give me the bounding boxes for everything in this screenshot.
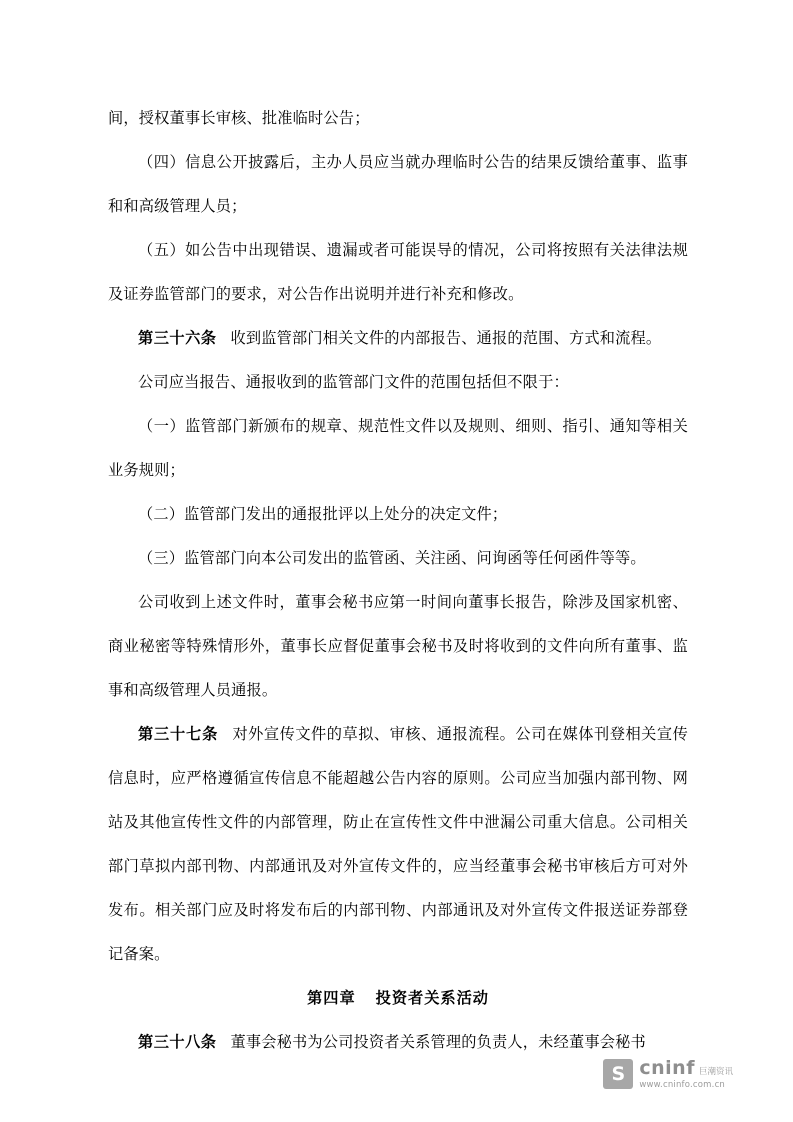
article-text: 对外宣传文件的草拟、审核、通报流程。公司在媒体刊登相关宣传信息时，应严格遵循宣传信息不能超越公告内容的原则。公司应当加强内部刊物、网站及其他宣传性文件的内部管理，防止在宣传性文件中泄漏公司重大信息。公司相关部门草拟内部刊物、内部通讯及对外宣传文件的，应当经董事会秘书审核后方可对外发布。相关部门应及时将发布后的内部刊物、内部通讯及对外宣传文件报送证券部登记备案。 <box>108 725 688 963</box>
paragraph: 公司收到上述文件时，董事会秘书应第一时间向董事长报告，除涉及国家机密、商业秘密等特殊情形外，董事长应督促董事会秘书及时将收到的文件向所有董事、监事和高级管理人员通报。 <box>108 593 688 699</box>
paragraph: （一）监管部门新颁布的规章、规范性文件以及规则、细则、指引、通知等相关业务规则； <box>108 417 688 479</box>
article-paragraph <box>108 316 688 360</box>
article-label: 第三十八条 <box>138 1033 217 1051</box>
article-text: 董事会秘书为公司投资者关系管理的负责人，未经董事会秘书 <box>230 1033 646 1051</box>
article-paragraph <box>108 1020 688 1064</box>
chapter-title: 投资者关系活动 <box>375 989 489 1007</box>
cninfo-logo-icon <box>603 1059 633 1089</box>
paragraph: （二）监管部门发出的通报批评以上处分的决定文件； <box>138 505 508 523</box>
cninfo-watermark <box>603 1056 733 1090</box>
chapter-heading <box>108 976 688 1020</box>
article-label: 第三十六条 <box>138 329 217 347</box>
article-label: 第三十七条 <box>138 725 219 743</box>
article-text: 收到监管部门相关文件的内部报告、通报的范围、方式和流程。 <box>230 329 662 347</box>
article-paragraph <box>108 712 688 976</box>
paragraph: （三）监管部门向本公司发出的监管函、关注函、问询函等任何函件等等。 <box>138 549 646 567</box>
paragraph: （四）信息公开披露后，主办人员应当就办理临时公告的结果反馈给董事、监事和和高级管理人员； <box>108 153 688 215</box>
cninfo-logo-text <box>639 1056 733 1090</box>
cninfo-logo-glyph: S <box>611 1062 626 1085</box>
cninfo-brand-cn: 巨潮资讯 <box>698 1066 733 1077</box>
document-body <box>108 96 688 1064</box>
cninfo-brand: cninf <box>639 1056 695 1079</box>
cninfo-logo-row <box>639 1056 733 1079</box>
cninfo-url: www.cninfo.com.cn <box>639 1079 726 1090</box>
paragraph: （五）如公告中出现错误、遗漏或者可能误导的情况，公司将按照有关法律法规及证券监管部门的要求，对公告作出说明并进行补充和修改。 <box>108 241 688 303</box>
chapter-number: 第四章 <box>307 989 356 1007</box>
paragraph: 公司应当报告、通报收到的监管部门文件的范围包括但不限于： <box>138 373 569 391</box>
paragraph: 间，授权董事长审核、批准临时公告； <box>108 109 370 127</box>
